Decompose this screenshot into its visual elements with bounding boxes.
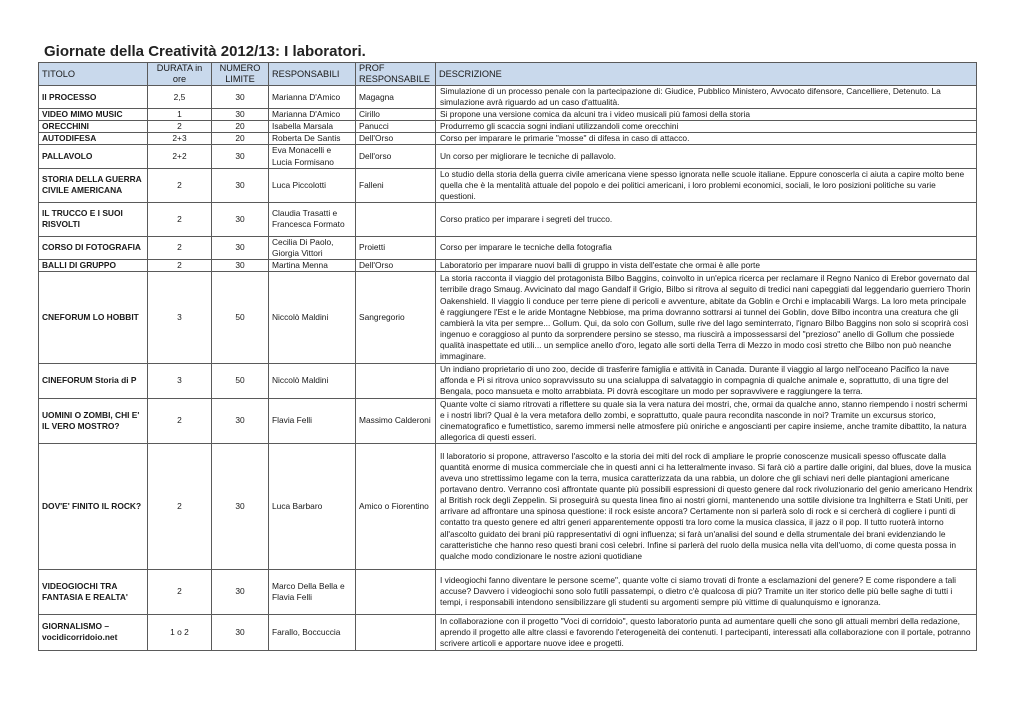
row-title: PALLAVOLO — [39, 145, 148, 168]
row-duration: 3 — [148, 364, 212, 398]
row-description: Un indiano proprietario di uno zoo, decide di trasferire famiglia e attività in Canada. Durante il viaggio al largo nell'oceano Pacifico la nave affonda e Pi si ritrova unico sopravvissuto su una scialuppa di salvataggio in compagnia di qualche animale e, soprattutto, di una tigre del Bengala, poco mansueta e molto arrabbiata. Pi dovrà escogitare un modo per sopravvivere e raggiungere la terra. — [436, 364, 977, 398]
row-limit: 30 — [212, 86, 269, 109]
row-description: Corso per imparare le tecniche della fotografia — [436, 236, 977, 259]
row-duration: 2+3 — [148, 133, 212, 145]
row-title: DOV'E' FINITO IL ROCK? — [39, 443, 148, 569]
row-responsible: Niccolò Maldini — [269, 272, 356, 364]
table-header-row — [39, 63, 977, 86]
row-teacher: Magagna — [356, 86, 436, 109]
table-row — [39, 202, 977, 236]
row-limit: 30 — [212, 398, 269, 443]
row-description: Corso per imparare le primarie "mosse" di difesa in caso di attacco. — [436, 133, 977, 145]
row-duration: 2 — [148, 443, 212, 569]
row-responsible: Isabella Marsala — [269, 121, 356, 133]
row-duration: 2,5 — [148, 86, 212, 109]
row-title: BALLI DI GRUPPO — [39, 260, 148, 272]
table-row — [39, 260, 977, 272]
table-row — [39, 569, 977, 614]
row-limit: 30 — [212, 614, 269, 650]
row-responsible: Claudia Trasatti e Francesca Formato — [269, 202, 356, 236]
row-responsible: Luca Piccolotti — [269, 168, 356, 202]
row-title: CORSO DI FOTOGRAFIA — [39, 236, 148, 259]
table-row — [39, 398, 977, 443]
row-description: In collaborazione con il progetto "Voci di corridoio", questo laboratorio punta ad aumentare quelli che sono gli attuali membri della redazione, aprendo il progetto alle altre classi e favorendo l'eterogeneità dei contenuti. I partecipanti, interessati alla collaborazione con il portale, potranno scrivere articoli e apportare nuove idee e progetti. — [436, 614, 977, 650]
row-duration: 2 — [148, 121, 212, 133]
row-description: Corso pratico per imparare i segreti del trucco. — [436, 202, 977, 236]
row-limit: 30 — [212, 145, 269, 168]
row-title: CINEFORUM Storia di P — [39, 364, 148, 398]
row-duration: 2 — [148, 168, 212, 202]
row-duration: 2 — [148, 202, 212, 236]
row-title: ORECCHINI — [39, 121, 148, 133]
row-description: Il laboratorio si propone, attraverso l'ascolto e la storia dei miti del rock di ampliare le proprie conoscenze musicali spesso offuscate dalla quantità enorme di musica commerciale che in questi anni ci ha letteralmente invaso. Si farà ciò a partire dalle origini, dal blues, dove la musica aveva uno strettissimo legame con la terra, musica caratterizzata da una rabbia, un dolore che gli schiavi neri delle piantagioni americane portavano dentro. Verranno così affrontate quante più possibili espressioni di questo genere dal rock rivoluzionario del genio americano Hendrix al British rock degli Zeppelin. Si proseguirà su questa linea fino ai nostri giorni, mantenendo una sottile divisione tra Inghilterra e Stati Uniti, per arrivare ad affrontare una spinosa questione: il rock esiste ancora? Certamente non si parlerà solo di rock e si cercherà di cogliere i punti di contatto tra questo genere ed altri generi apparentemente opposti tra loro come la musica classica, il jazz o il pop. Il tutto ruoterà intorno all'ascolto guidato dei brani più rappresentativi di ogni influenza; si farà un'analisi del sound e della strumentale dei brani evidenziando le caratteristiche che hanno reso questi brani così celebri. Infine si parlerà del ruolo della musica nella vita dell'uomo, di come questa possa in qualche modo condizionare le nostre azioni quotidiane — [436, 443, 977, 569]
row-responsible: Eva Monacelli e Lucia Formisano — [269, 145, 356, 168]
row-limit: 30 — [212, 202, 269, 236]
row-description: Simulazione di un processo penale con la partecipazione di: Giudice, Pubblico Ministero, Avvocato difensore, Cancelliere, Detenuto. La simulazione avrà riguardo ad un caso d'attualità. — [436, 86, 977, 109]
table-row — [39, 236, 977, 259]
row-responsible: Niccolò Maldini — [269, 364, 356, 398]
table-row — [39, 168, 977, 202]
row-responsible: Flavia Felli — [269, 398, 356, 443]
row-responsible: Roberta De Santis — [269, 133, 356, 145]
table-row — [39, 614, 977, 650]
row-description: Laboratorio per imparare nuovi balli di gruppo in vista dell'estate che ormai è alle porte — [436, 260, 977, 272]
row-duration: 2 — [148, 398, 212, 443]
row-limit: 30 — [212, 443, 269, 569]
row-title: UOMINI O ZOMBI, CHI E' IL VERO MOSTRO? — [39, 398, 148, 443]
row-teacher: Dell'Orso — [356, 133, 436, 145]
header-descrizione: DESCRIZIONE — [436, 63, 977, 86]
row-title: AUTODIFESA — [39, 133, 148, 145]
header-numero: NUMERO LIMITE — [212, 63, 269, 86]
workshops-table — [38, 62, 977, 651]
row-limit: 30 — [212, 236, 269, 259]
row-duration: 2 — [148, 236, 212, 259]
row-title: IL TRUCCO E I SUOI RISVOLTI — [39, 202, 148, 236]
row-teacher: Amico o Fiorentino — [356, 443, 436, 569]
row-limit: 30 — [212, 168, 269, 202]
row-teacher: Falleni — [356, 168, 436, 202]
row-duration: 1 o 2 — [148, 614, 212, 650]
row-responsible: Farallo, Boccuccia — [269, 614, 356, 650]
row-teacher — [356, 614, 436, 650]
row-responsible: Martina Menna — [269, 260, 356, 272]
row-teacher: Cirillo — [356, 109, 436, 121]
row-teacher — [356, 202, 436, 236]
row-title: VIDEO MIMO MUSIC — [39, 109, 148, 121]
row-title: VIDEOGIOCHI TRA FANTASIA E REALTA' — [39, 569, 148, 614]
row-description: Un corso per migliorare le tecniche di pallavolo. — [436, 145, 977, 168]
row-description: Quante volte ci siamo ritrovati a riflettere su quale sia la vera natura dei mostri, che, ormai da qualche anno, stanno riempendo i nostri schermi e i nostri libri? Qual è la vera metafora dello zombi, e soprattutto, quale paura recondita nasconde in noi? Tramite un excursus storico, cinematografico e fumettistico, saremo immersi nelle atmosfere più oniriche e angoscianti per capire insieme, anche tramite dibattito, la natura allegorica di questi esseri. — [436, 398, 977, 443]
row-title: STORIA DELLA GUERRA CIVILE AMERICANA — [39, 168, 148, 202]
row-teacher: Panucci — [356, 121, 436, 133]
row-teacher: Massimo Calderoni — [356, 398, 436, 443]
row-description: Lo studio della storia della guerra civile americana viene spesso ignorata nelle scuole italiane. Eppure conoscerla ci aiuta a capire molto bene quella che è la mentalità attuale del popolo e dei politici americani, i loro problemi economici, sociali, le loro posizioni politiche su varie questioni. — [436, 168, 977, 202]
row-description: Produrremo gli scaccia sogni indiani utilizzandoli come orecchini — [436, 121, 977, 133]
table-row — [39, 145, 977, 168]
page-title: Giornate della Creatività 2012/13: I laboratori. — [44, 43, 366, 60]
row-teacher: Dell'orso — [356, 145, 436, 168]
row-duration: 1 — [148, 109, 212, 121]
table-row — [39, 133, 977, 145]
row-limit: 50 — [212, 364, 269, 398]
row-duration: 3 — [148, 272, 212, 364]
header-durata: DURATA in ore — [148, 63, 212, 86]
row-limit: 20 — [212, 133, 269, 145]
row-limit: 50 — [212, 272, 269, 364]
row-duration: 2 — [148, 569, 212, 614]
row-responsible: Marianna D'Amico — [269, 86, 356, 109]
row-teacher: Dell'Orso — [356, 260, 436, 272]
header-titolo: TITOLO — [39, 63, 148, 86]
row-responsible: Cecilia Di Paolo, Giorgia Vittori — [269, 236, 356, 259]
row-duration: 2 — [148, 260, 212, 272]
row-teacher — [356, 569, 436, 614]
row-limit: 30 — [212, 569, 269, 614]
table-row — [39, 272, 977, 364]
row-limit: 30 — [212, 109, 269, 121]
row-title: CNEFORUM LO HOBBIT — [39, 272, 148, 364]
row-responsible: Marianna D'Amico — [269, 109, 356, 121]
header-responsabili: RESPONSABILI — [269, 63, 356, 86]
row-title: GIORNALISMO – vocidicorridoio.net — [39, 614, 148, 650]
table-row — [39, 443, 977, 569]
table-row — [39, 109, 977, 121]
header-prof: PROF RESPONSABILE — [356, 63, 436, 86]
row-teacher: Proietti — [356, 236, 436, 259]
row-description: I videogiochi fanno diventare le persone sceme", quante volte ci siamo trovati di fronte a esclamazioni del genere? E come rispondere a tali accuse? Davvero i videogiochi sono solo futili passatempi, o dietro c'è qualcosa di più? Tramite un iter storico delle più belle saghe di tutti i tempi, i responsabili intendono sensibilizzare gli studenti su argomenti sempre più vittime di qualunquismo e ignoranza. — [436, 569, 977, 614]
table-row — [39, 364, 977, 398]
row-description: Si propone una versione comica da alcuni tra i video musicali più famosi della storia — [436, 109, 977, 121]
row-duration: 2+2 — [148, 145, 212, 168]
row-description: La storia racconta il viaggio del protagonista Bilbo Baggins, coinvolto in un'epica ricerca per reclamare il Regno Nanico di Erebor governato dal terribile drago Smaug. Avvicinato dal mago Gandalf il Grigio, Bilbo si ritrova al seguito di tredici nani capeggiati dal leggendario guerriero Thorin Oakenshield. Il viaggio li conduce per terre piene di pericoli e avventure, abitate da Goblin e Orchi e implacabili Wargs. La loro meta principale è raggiungere l'Est e le aride Montagne Nebbiose, ma prima dovranno sottrarsi ai tunnel dei Goblin, dove Bilbo incontra una creatura che gli cambierà la vita per sempre... Gollum. Qui, da solo con Gollum, sulle rive del lago seminterrato, l'ignaro Bilbo Baggins non solo si scoprirà così ingenuo e coraggioso al punto da sorprendere persino se stesso, ma riuscirà a impossessarsi del "prezioso" anello di Gollum che possiede qualità inaspettate ed utili... un semplice anello d'oro, legato alle sorti della Terra di Mezzo in modo così stretto che Bilbo non può neanche immaginare. — [436, 272, 977, 364]
table-row — [39, 86, 977, 109]
row-responsible: Marco Della Bella e Flavia Felli — [269, 569, 356, 614]
row-responsible: Luca Barbaro — [269, 443, 356, 569]
row-title: Il PROCESSO — [39, 86, 148, 109]
row-teacher — [356, 364, 436, 398]
row-teacher: Sangregorio — [356, 272, 436, 364]
row-limit: 30 — [212, 260, 269, 272]
table-row — [39, 121, 977, 133]
row-limit: 20 — [212, 121, 269, 133]
